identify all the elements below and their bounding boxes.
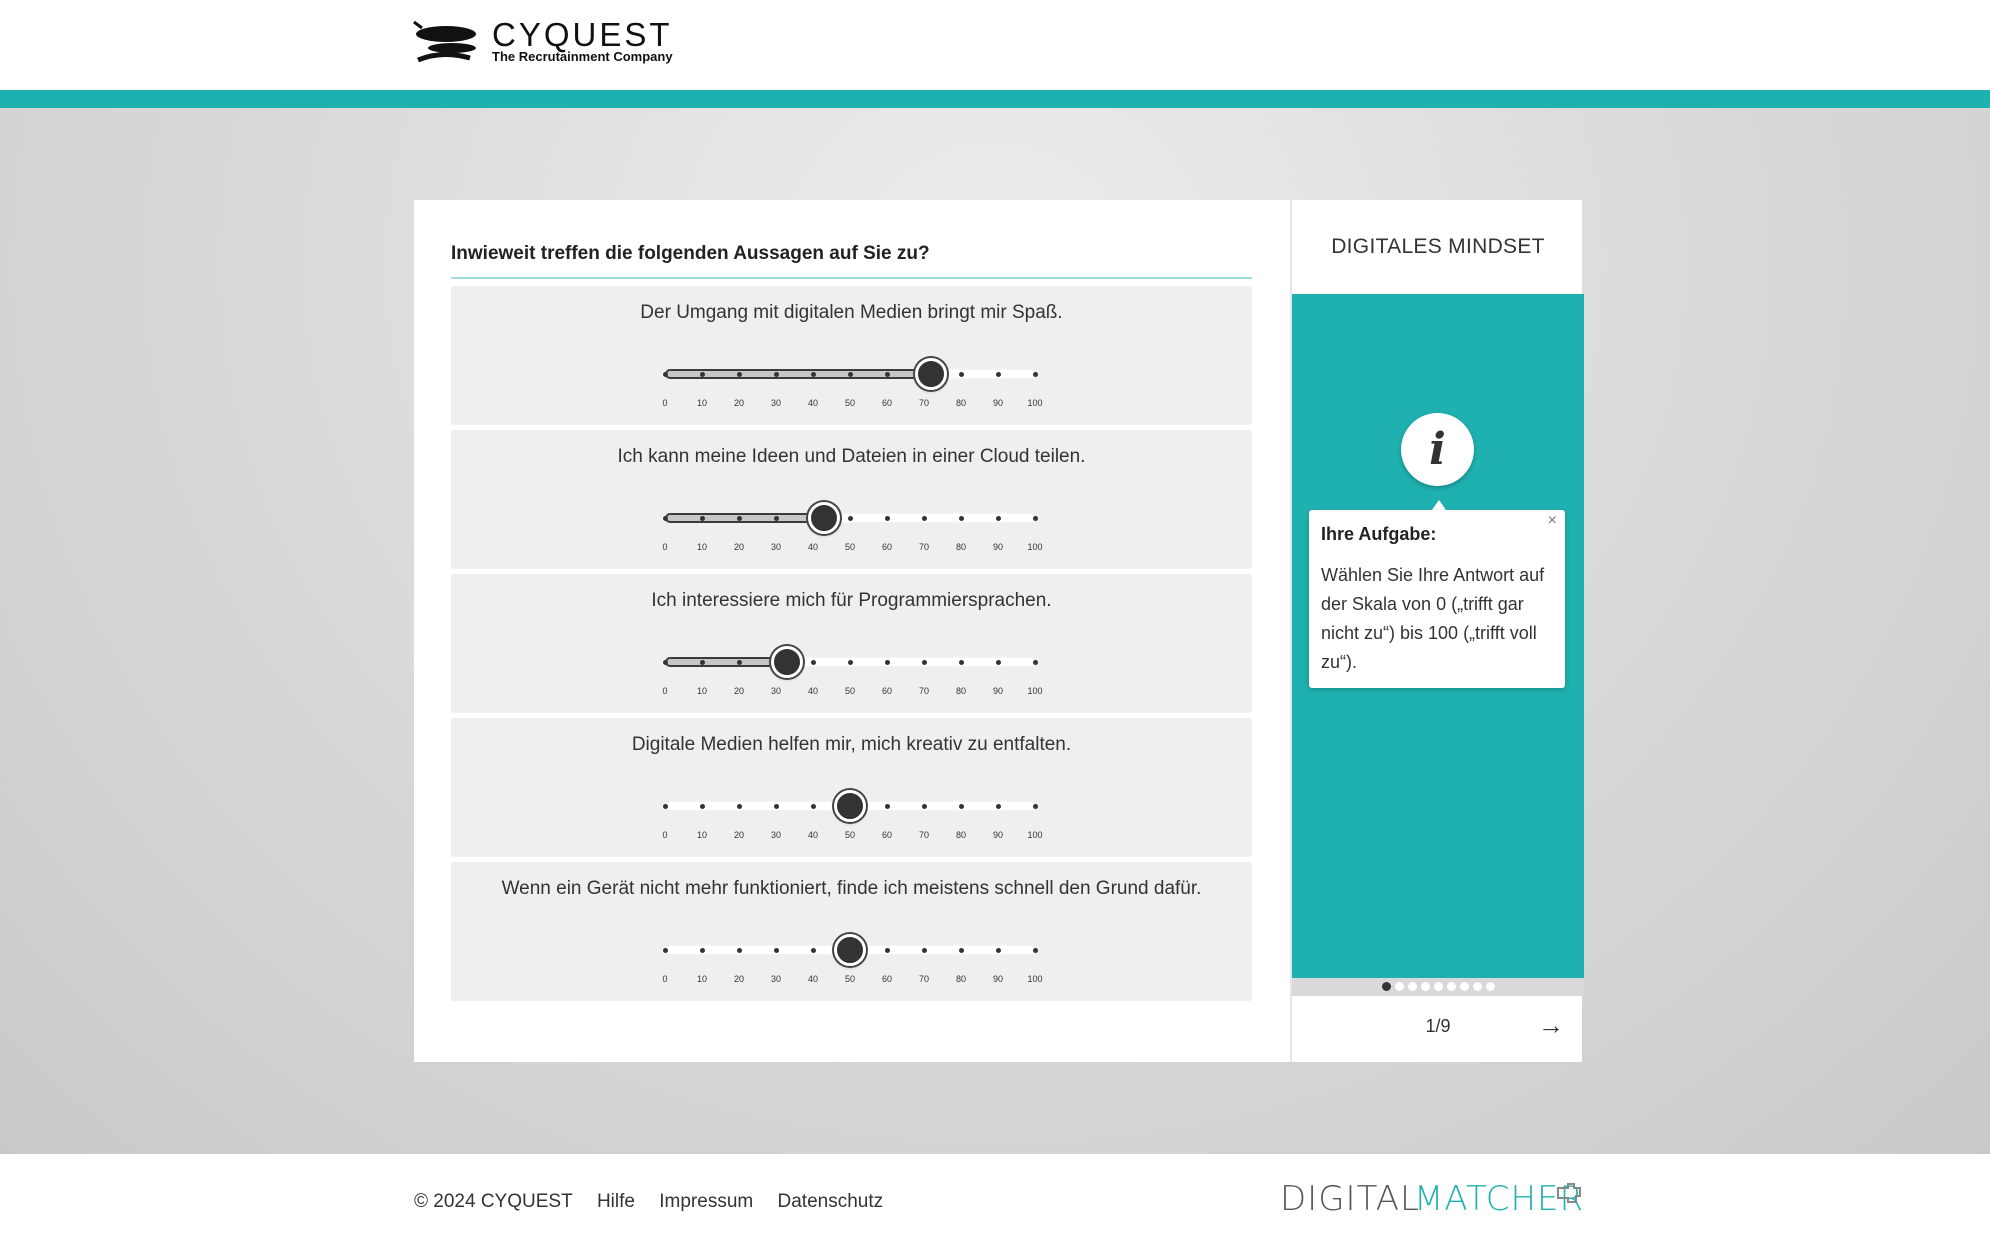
scale-tick-label: 90 xyxy=(992,830,1004,840)
scale-tick-label: 70 xyxy=(918,974,930,984)
pagination-dot[interactable] xyxy=(1382,982,1391,991)
tooltip-title: Ihre Aufgabe: xyxy=(1321,524,1437,544)
scale-tick-label: 50 xyxy=(844,830,856,840)
scale-dot xyxy=(959,804,964,809)
scale-dot xyxy=(885,804,890,809)
scale-tick-label: 70 xyxy=(918,542,930,552)
footer-links xyxy=(414,1191,902,1213)
scale-tick-label: 90 xyxy=(992,542,1004,552)
question-card xyxy=(414,200,1290,1062)
scale-dot xyxy=(1033,516,1038,521)
pagination-dot[interactable] xyxy=(1408,982,1417,991)
pagination-dot[interactable] xyxy=(1460,982,1469,991)
scale-tick-label: 100 xyxy=(1027,830,1043,840)
slider-item xyxy=(451,286,1252,425)
scale-tick-label: 100 xyxy=(1027,686,1043,696)
pagination-dots xyxy=(1292,982,1584,991)
pagination-dot[interactable] xyxy=(1486,982,1495,991)
scale-tick-label: 10 xyxy=(696,398,708,408)
scale-dot xyxy=(774,804,779,809)
scale-dot xyxy=(922,516,927,521)
scale-tick-label: 20 xyxy=(733,686,745,696)
rating-slider[interactable] xyxy=(662,500,1043,560)
scale-dot xyxy=(959,372,964,377)
scale-tick-label: 20 xyxy=(733,398,745,408)
pagination-dot[interactable] xyxy=(1447,982,1456,991)
scale-dot xyxy=(848,660,853,665)
scale-dot xyxy=(700,804,705,809)
scale-tick-label: 90 xyxy=(992,398,1004,408)
scale-tick-label: 0 xyxy=(662,686,668,696)
header-accent-bar xyxy=(0,90,1990,108)
slider-item xyxy=(451,862,1252,1001)
slider-thumb[interactable] xyxy=(834,790,866,822)
slider-item xyxy=(451,430,1252,569)
slider-list xyxy=(451,286,1252,1006)
pagination-dot[interactable] xyxy=(1434,982,1443,991)
scale-dot xyxy=(1033,948,1038,953)
scale-tick-label: 60 xyxy=(881,830,893,840)
scale-dot xyxy=(774,948,779,953)
brand-name: CYQUEST xyxy=(492,16,673,53)
scale-dot xyxy=(959,516,964,521)
scale-tick-label: 30 xyxy=(770,974,782,984)
scale-dot xyxy=(885,660,890,665)
footer-link-hilfe[interactable]: Hilfe xyxy=(596,1191,635,1212)
task-tooltip xyxy=(1309,510,1565,688)
rating-slider[interactable] xyxy=(662,356,1043,416)
footer-link-impressum[interactable]: Impressum xyxy=(659,1191,754,1212)
question-title: Inwieweit treffen die folgenden Aussagen auf Sie zu? xyxy=(451,243,1252,279)
brand-tagline: The Recrutainment Company xyxy=(492,49,673,64)
scale-dot xyxy=(811,372,816,377)
scale-tick-label: 10 xyxy=(696,830,708,840)
scale-dot xyxy=(737,804,742,809)
scale-tick-label: 10 xyxy=(696,542,708,552)
scale-tick-label: 80 xyxy=(955,974,967,984)
scale-tick-label: 40 xyxy=(807,686,819,696)
footer xyxy=(0,1154,1990,1240)
scale-tick-label: 90 xyxy=(992,686,1004,696)
copyright: © 2024 CYQUEST xyxy=(414,1191,573,1212)
header xyxy=(0,0,1990,90)
slider-thumb[interactable] xyxy=(771,646,803,678)
scale-tick-label: 50 xyxy=(844,974,856,984)
scale-dot xyxy=(848,516,853,521)
scale-dot xyxy=(774,516,779,521)
tooltip-arrow xyxy=(1432,500,1446,510)
slider-fill xyxy=(665,513,824,523)
scale-tick-label: 90 xyxy=(992,974,1004,984)
scale-tick-label: 40 xyxy=(807,974,819,984)
scale-tick-label: 70 xyxy=(918,686,930,696)
scale-tick-label: 40 xyxy=(807,542,819,552)
scale-tick-label: 20 xyxy=(733,974,745,984)
scale-tick-label: 80 xyxy=(955,398,967,408)
info-panel xyxy=(1290,200,1582,1062)
scale-dot xyxy=(1033,660,1038,665)
scale-dot xyxy=(663,372,668,377)
scale-dot xyxy=(996,372,1001,377)
scale-tick-label: 50 xyxy=(844,686,856,696)
pagination-dot[interactable] xyxy=(1473,982,1482,991)
scale-dot xyxy=(996,804,1001,809)
slider-thumb[interactable] xyxy=(834,934,866,966)
scale-tick-label: 100 xyxy=(1027,542,1043,552)
scale-dot xyxy=(737,372,742,377)
scale-tick-label: 60 xyxy=(881,686,893,696)
scale-dot xyxy=(1033,372,1038,377)
scale-dot xyxy=(774,372,779,377)
scale-dot xyxy=(922,804,927,809)
slider-fill xyxy=(665,657,787,667)
scale-tick-label: 60 xyxy=(881,398,893,408)
scale-tick-label: 30 xyxy=(770,686,782,696)
scale-dot xyxy=(663,804,668,809)
panel-teal-area xyxy=(1292,294,1584,978)
scale-tick-label: 80 xyxy=(955,542,967,552)
arrow-right-icon[interactable]: → xyxy=(1538,1010,1564,1040)
scale-dot xyxy=(996,660,1001,665)
footer-link-datenschutz[interactable]: Datenschutz xyxy=(777,1191,884,1212)
scale-dot xyxy=(811,660,816,665)
scale-tick-label: 10 xyxy=(696,974,708,984)
scale-dot xyxy=(885,516,890,521)
slider-thumb[interactable] xyxy=(808,502,840,534)
statement-text: Digitale Medien helfen mir, mich kreativ zu entfalten. xyxy=(631,734,1072,755)
cyquest-logo[interactable] xyxy=(412,16,672,68)
scale-tick-label: 20 xyxy=(733,830,745,840)
scale-dot xyxy=(1033,804,1038,809)
scale-tick-label: 70 xyxy=(918,398,930,408)
scale-tick-label: 40 xyxy=(807,830,819,840)
pagination-strip xyxy=(1292,978,1584,996)
panel-title: DIGITALES MINDSET xyxy=(1331,235,1545,258)
scale-dot xyxy=(700,516,705,521)
slider-thumb[interactable] xyxy=(915,358,947,390)
scale-dot xyxy=(885,372,890,377)
close-icon[interactable]: × xyxy=(1547,512,1557,529)
svg-text:MATCHER: MATCHER xyxy=(1414,1179,1584,1219)
page-indicator: 1/9 xyxy=(1425,1016,1451,1036)
scale-tick-label: 20 xyxy=(733,542,745,552)
scale-dot xyxy=(737,948,742,953)
scale-tick-label: 30 xyxy=(770,830,782,840)
scale-dot xyxy=(959,948,964,953)
tooltip-body: Wählen Sie Ihre Antwort auf der Skala von 0 („trifft gar nicht zu“) bis 100 („trifft voll zu“). xyxy=(1321,565,1545,672)
scale-tick-label: 30 xyxy=(770,398,782,408)
scale-dot xyxy=(848,372,853,377)
rating-slider[interactable] xyxy=(662,932,1043,992)
scale-dot xyxy=(959,660,964,665)
scale-tick-label: 60 xyxy=(881,974,893,984)
pagination-dot[interactable] xyxy=(1395,982,1404,991)
statement-text: Ich interessiere mich für Programmiersprachen. xyxy=(651,590,1052,611)
statement-text: Der Umgang mit digitalen Medien bringt mir Spaß. xyxy=(640,302,1063,323)
statement-text: Ich kann meine Ideen und Dateien in einer Cloud teilen. xyxy=(617,446,1086,467)
scale-tick-label: 100 xyxy=(1027,398,1043,408)
scale-tick-label: 0 xyxy=(662,542,668,552)
digitalmatcher-logo xyxy=(1278,1178,1584,1220)
rating-slider[interactable] xyxy=(662,788,1043,848)
scale-tick-label: 30 xyxy=(770,542,782,552)
scale-dot xyxy=(700,372,705,377)
slider-item xyxy=(451,718,1252,857)
scale-tick-label: 80 xyxy=(955,686,967,696)
scale-dot xyxy=(922,660,927,665)
rating-slider[interactable] xyxy=(662,644,1043,704)
info-icon[interactable]: i xyxy=(1401,413,1474,486)
scale-dot xyxy=(700,660,705,665)
statement-text: Wenn ein Gerät nicht mehr funktioniert, finde ich meistens schnell den Grund dafür. xyxy=(501,878,1202,899)
svg-text:DIGITAL: DIGITAL xyxy=(1280,1179,1420,1219)
scale-tick-label: 0 xyxy=(662,974,668,984)
scale-tick-label: 10 xyxy=(696,686,708,696)
scale-dot xyxy=(737,516,742,521)
scale-tick-label: 60 xyxy=(881,542,893,552)
scale-dot xyxy=(663,948,668,953)
scale-tick-label: 70 xyxy=(918,830,930,840)
scale-dot xyxy=(811,948,816,953)
scale-tick-label: 80 xyxy=(955,830,967,840)
scale-tick-label: 0 xyxy=(662,830,668,840)
scale-dot xyxy=(737,660,742,665)
scale-dot xyxy=(663,516,668,521)
scale-tick-label: 50 xyxy=(844,398,856,408)
scale-dot xyxy=(996,948,1001,953)
scale-dot xyxy=(996,516,1001,521)
scale-tick-label: 0 xyxy=(662,398,668,408)
pagination-dot[interactable] xyxy=(1421,982,1430,991)
zeppelin-logo-icon xyxy=(412,20,484,66)
slider-item xyxy=(451,574,1252,713)
scale-tick-label: 40 xyxy=(807,398,819,408)
scale-dot xyxy=(663,660,668,665)
scale-dot xyxy=(811,804,816,809)
scale-tick-label: 100 xyxy=(1027,974,1043,984)
scale-tick-label: 50 xyxy=(844,542,856,552)
scale-dot xyxy=(700,948,705,953)
scale-dot xyxy=(885,948,890,953)
scale-dot xyxy=(922,948,927,953)
